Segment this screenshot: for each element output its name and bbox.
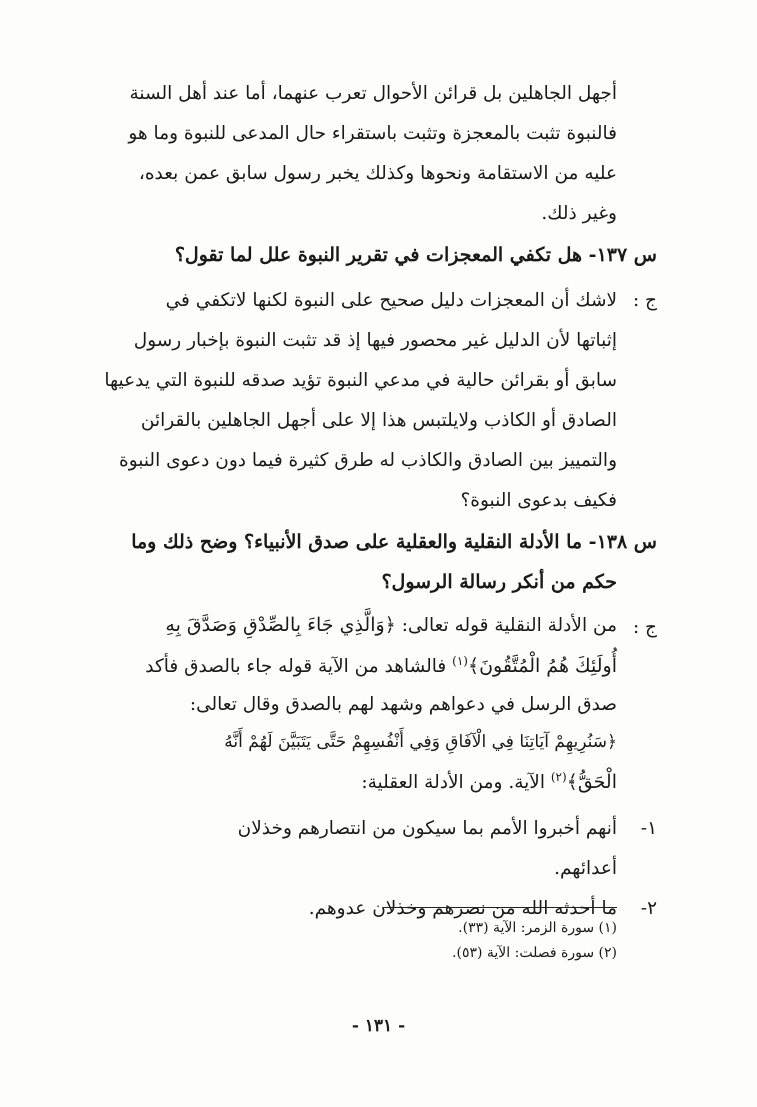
footnote-ref: (٢) (550, 770, 567, 784)
text-line (97, 614, 617, 637)
text-span: فالشاهد من الآية قوله جاء بالصدق فأكد (145, 656, 447, 678)
footnote-text: سورة فصلت: الآية (٥٣). (452, 945, 595, 961)
footnote-divider (383, 907, 617, 908)
text-line: سابق أو بقرائن حالية في مدعي النبوة تؤيد صدقه للنبوة التي يدعيها (104, 370, 617, 391)
text-line: والتمييز بين الصادق والكاذب له طرق كثيرة فيما دون دعوى النبوة (119, 450, 617, 471)
text-span: الآية. ومن الأدلة العقلية: (361, 772, 545, 794)
question-137-heading: س ١٣٧- هل تكفي المعجزات في تقرير النبوة علل لما تقول؟ (174, 244, 657, 266)
list-item-text: أنهم أخبروا الأمم بما سيكون من انتصارهم وخذلان (237, 818, 617, 839)
text-span: من الأدلة النقلية قوله تعالى: (401, 615, 617, 636)
list-item-number: ٢- (640, 898, 657, 919)
question-line: حكم من أنكر رسالة الرسول؟ (381, 571, 617, 593)
footnote-item (458, 920, 617, 936)
text-line (97, 770, 617, 794)
quran-verse: ﴿وَالَّذِي جَاءَ بِالصِّدْقِ وَصَدَّقَ بِهِ (165, 614, 396, 636)
page-number: - ١٣١ - (351, 1016, 406, 1036)
footnote-item (452, 945, 617, 961)
answer-marker: ج : (632, 617, 657, 638)
text-line (97, 654, 617, 678)
text-line: أجهل الجاهلين بل قرائن الأحوال تعرب عنهما، أما عند أهل السنة (129, 83, 617, 104)
quran-verse: الْحَقُّ﴾ (566, 771, 617, 794)
quran-verse: أُولَئِكَ هُمُ الْمُتَّقُونَ﴾ (467, 655, 617, 678)
footnote-number: (١) (598, 920, 617, 936)
list-item-number: ١- (640, 818, 657, 839)
text-line: فالنبوة تثبت بالمعجزة وتثبت باستقراء حال المدعى للنبوة وما هو (128, 123, 617, 144)
list-item-text: أعدائهم. (554, 858, 617, 879)
answer-marker: ج : (632, 290, 657, 311)
text-line: صدق الرسل في دعواهم وشهد لهم بالصدق وقال تعالى: (189, 694, 617, 715)
text-line: فكيف بدعوى النبوة؟ (460, 490, 617, 511)
list-item-text: ما أحدثه الله من نصرهم وخذلان عدوهم. (308, 898, 617, 919)
footnote-number: (٢) (598, 945, 617, 961)
footnote-ref: (١) (452, 654, 468, 668)
text-line: وغير ذلك. (541, 203, 617, 224)
text-line: الصادق أو الكاذب ولايلتبس هذا إلا على أجهل الجاهلين بالقرائن (140, 410, 617, 431)
footnote-text: سورة الزمر: الآية (٣٣). (458, 920, 595, 936)
text-line: لاشك أن المعجزات دليل صحيح على النبوة لكنها لاتكفي في (165, 290, 617, 311)
quran-verse: ﴿سَنُرِيهِمْ آيَاتِنَا فِي الْآفَاقِ وَفِي أَنْفُسِهِمْ حَتَّى يَتَبَيَّنَ لَهُمْ أَنَّهُ (224, 732, 617, 752)
text-line: عليه من الاستقامة ونحوها وكذلك يخبر رسول سابق عمن بعده، (138, 163, 617, 184)
question-line: س ١٣٨- ما الأدلة النقلية والعقلية على صدق الأنبياء؟ وضح ذلك وما (131, 531, 657, 553)
text-line: إثباتها لأن الدليل غير محصور فيها إذ قد تثبت النبوة بإخبار رسول (133, 330, 617, 351)
